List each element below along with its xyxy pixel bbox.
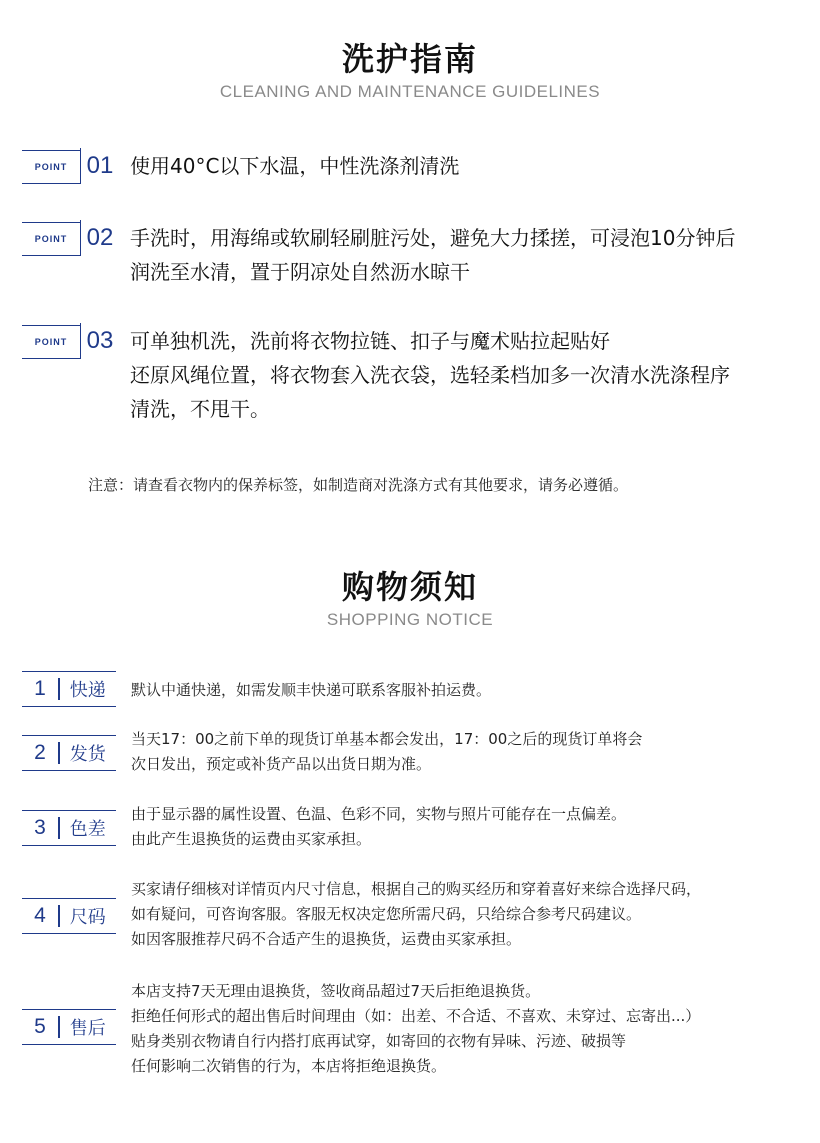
notice-line: 次日发出，预定或补货产品以出货日期为准。 xyxy=(131,755,432,773)
notice-number: 5 xyxy=(34,1015,46,1038)
notice-text xyxy=(131,727,642,777)
point-line: 使用40°C以下水温，中性洗涤剂清洗 xyxy=(130,154,460,178)
care-subtitle: CLEANING AND MAINTENANCE GUIDELINES xyxy=(219,82,601,101)
notice-text xyxy=(131,877,701,952)
notice-line: 由于显示器的属性设置、色温、色彩不同，实物与照片可能存在一点偏差。 xyxy=(131,805,627,823)
notice-title: 发货 xyxy=(69,744,106,765)
point-line: 可单独机洗，洗前将衣物拉链、扣子与魔术贴拉起贴好 xyxy=(130,329,610,353)
notice-line: 贴身类别衣物请自行内搭打底再试穿，如寄回的衣物有异味、污迹、破损等 xyxy=(131,1032,627,1050)
notice-title: 快递 xyxy=(69,680,106,701)
notice-line: 如因客服推荐尺码不合适产生的退换货，运费由买家承担。 xyxy=(131,930,522,948)
notice-line: 任何影响二次销售的行为，本店将拒绝退换货。 xyxy=(131,1057,447,1075)
notice-label-size xyxy=(22,898,116,934)
notice-number: 1 xyxy=(34,677,46,700)
point-text xyxy=(130,221,735,289)
point-label: POINT xyxy=(22,325,80,359)
point-number: 03 xyxy=(80,323,119,359)
point-line: 清洗，不甩干。 xyxy=(130,397,270,421)
notice-line: 由此产生退换货的运费由买家承担。 xyxy=(131,830,372,848)
point-line: 润洗至水清，置于阴凉处自然沥水晾干 xyxy=(130,260,470,284)
notice-line: 默认中通快递，如需发顺丰快递可联系客服补拍运费。 xyxy=(131,681,492,699)
shopping-subtitle: SHOPPING NOTICE xyxy=(326,610,494,629)
point-text xyxy=(130,324,730,426)
point-label: POINT xyxy=(22,150,80,184)
notice-title: 色差 xyxy=(69,819,106,840)
notice-title: 售后 xyxy=(69,1018,106,1039)
point-line: 手洗时，用海绵或软刷轻刷脏污处，避免大力揉搓，可浸泡10分钟后 xyxy=(130,226,736,250)
point-number: 02 xyxy=(80,220,119,256)
notice-text xyxy=(131,979,700,1079)
notice-title: 尺码 xyxy=(69,907,106,928)
care-note: 注意：请查看衣物内的保养标签，如制造商对洗涤方式有其他要求，请务必遵循。 xyxy=(88,476,629,494)
notice-label-after-sales xyxy=(22,1009,116,1045)
point-text xyxy=(130,149,459,183)
notice-number: 4 xyxy=(34,904,46,927)
notice-text xyxy=(131,678,491,703)
notice-number: 3 xyxy=(34,816,46,839)
shopping-title: 购物须知 xyxy=(341,568,478,606)
notice-line: 如有疑问，可咨询客服。客服无权决定您所需尺码，只给综合参考尺码建议。 xyxy=(131,905,642,923)
notice-label-color xyxy=(22,810,116,846)
notice-number: 2 xyxy=(34,741,46,764)
notice-line: 当天17：00之前下单的现货订单基本都会发出，17：00之后的现货订单将会 xyxy=(131,730,643,748)
point-label: POINT xyxy=(22,222,80,256)
point-number: 01 xyxy=(80,148,119,184)
notice-label-delivery xyxy=(22,735,116,771)
notice-label-shipping xyxy=(22,671,116,707)
care-title: 洗护指南 xyxy=(341,40,478,78)
notice-line: 拒绝任何形式的超出售后时间理由（如：出差、不合适、不喜欢、未穿过、忘寄出...） xyxy=(131,1007,701,1025)
point-line: 还原风绳位置，将衣物套入洗衣袋，选轻柔档加多一次清水洗涤程序 xyxy=(130,363,730,387)
notice-line: 买家请仔细核对详情页内尺寸信息，根据自己的购买经历和穿着喜好来综合选择尺码， xyxy=(131,880,702,898)
notice-text xyxy=(131,802,626,852)
notice-line: 本店支持7天无理由退换货，签收商品超过7天后拒绝退换货。 xyxy=(131,982,541,1000)
